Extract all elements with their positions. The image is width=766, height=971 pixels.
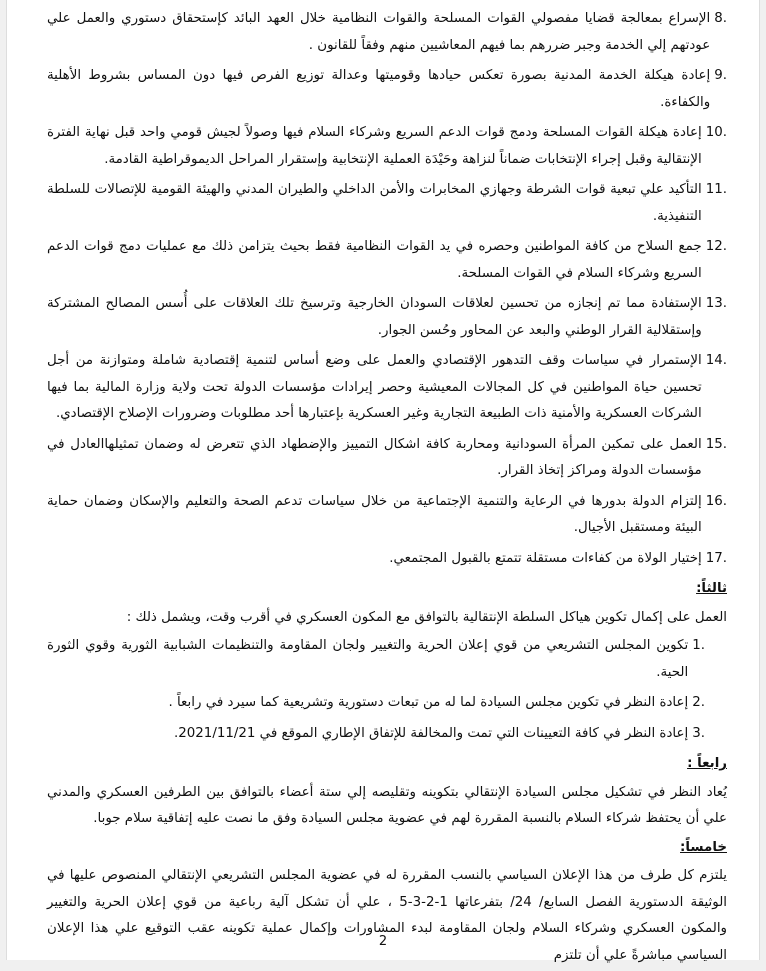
list-item: [47, 721, 705, 748]
list-item: [47, 234, 727, 287]
list-item: [47, 690, 705, 717]
list-item: [47, 177, 727, 230]
item-text: التأكيد علي تبعية قوات الشرطة وجهازي المخابرات والأمن الداخلي والطيران المدني والهيئة القومية للإتصالات للسلطة التنفيذية.: [47, 182, 702, 224]
list-item: [47, 546, 727, 573]
section-fourth-text: يُعاد النظر في تشكيل مجلس السيادة الإنتقالي بتكوينه وتقليصه إلي ستة أعضاء بالتوافق بين الطرفين العسكري والمدني علي أن يحتفظ شركاء السلام بالنسبة المقررة لهم في عضوية مجلس السيادة وفق ما نصت عليه إتفاقية سلام جوبا.: [47, 784, 727, 826]
list-item: [47, 120, 727, 173]
section-heading-third: ثالثاً:: [696, 581, 727, 596]
numbered-list: [47, 6, 727, 572]
section-third-intro: العمل على إكمال تكوين هياكل السلطة الإنتقالية بالتوافق مع المكون العسكري في أقرب وقت، ويشمل ذلك :: [126, 609, 727, 625]
item-text: إعادة هيكلة الخدمة المدنية بصورة تعكس حيادها وقوميتها وعدالة توزيع الفرص فيها دون المساس بشروط الأهلية والكفاءة.: [47, 68, 711, 110]
item-number: 11.: [705, 182, 727, 197]
item-number: 12.: [705, 239, 727, 254]
item-number: 2.: [692, 695, 705, 710]
item-number: 3.: [692, 725, 705, 741]
item-number: 13.: [705, 296, 727, 311]
list-item: [47, 6, 727, 59]
item-text: إعادة النظر في تكوين مجلس السيادة لما له من تبعات دستورية وتشريعية كما سيرد في رابعاً .: [168, 695, 689, 710]
item-text: تكوين المجلس التشريعي من قوي إعلان الحرية والتغيير ولجان المقاومة والتنظيمات الشبابية الثورية وقوي الثورة الحية.: [47, 638, 689, 680]
section-heading-fourth: رابعاً :: [687, 756, 727, 771]
item-text: إعادة النظر في كافة التعيينات التي تمت والمخالفة للإتفاق الإطاري الموقع في 2021/11/21.: [173, 725, 689, 741]
page-number: 2: [378, 934, 388, 949]
item-number: 15.: [705, 436, 727, 452]
item-text: العمل على تمكين المرأة السودانية ومحاربة كافة اشكال التمييز والإضطهاد الذي تتعرض له وضمان تمثيلهاالعادل في مؤسسات الدولة ومراكز إتخاذ القرار.: [47, 436, 702, 478]
section-fifth-text: يلتزم كل طرف من هذا الإعلان السياسي بالنسب المقررة له في عضوية المجلس التشريعي الإنتقالي المنصوص عليها في الوثيقة الدستورية الفصل السابع/ 24/ بتفرعاتها 1-2-3-5 ، علي أن تشكل آلية رباعية من قوي إعلان الحرية والتغيير والمكون العسكري وشركاء السلام ولجان المقاومة لبدء المشاورات وإكمال عملية تكوينه عقب التوقيع علي هذا الإعلان السياسي مباشرةً علي أن تلتزم: [47, 868, 727, 963]
item-number: 9.: [714, 68, 727, 83]
item-text: إختيار الولاة من كفاءات مستقلة تتمتع بالقبول المجتمعي.: [389, 550, 702, 566]
list-item: [47, 348, 727, 428]
list-item: [47, 291, 727, 344]
section-heading-fifth: خامساً:: [680, 839, 727, 855]
item-number: 10.: [705, 125, 727, 140]
list-item: [47, 489, 727, 542]
item-number: 8.: [714, 11, 727, 26]
item-number: 16.: [705, 493, 727, 509]
document-page: [6, 0, 760, 963]
list-item: [47, 63, 727, 116]
item-text: إلتزام الدولة بدورها في الرعاية والتنمية الإجتماعية من خلال سياسات تدعم الصحة والتعليم والإسكان وضمان حماية البيئة ومستقبل الأجيال.: [47, 493, 702, 535]
section-third-list: [47, 633, 727, 747]
item-number: 17.: [705, 550, 727, 566]
item-text: جمع السلاح من كافة المواطنين وحصره في يد القوات النظامية فقط بحيث يتزامن ذلك مع عمليات دمج قوات الدعم السريع وشركاء السلام في القوات المسلحة.: [47, 239, 702, 281]
item-text: إعادة هيكلة القوات المسلحة ودمج قوات الدعم السريع وشركاء السلام فيها وصولاً لجيش قومي واحد قبل نهاية الفترة الإنتقالية وقبل إجراء الإنتخابات ضماناً لنزاهة وحَيْدَة العملية الإنتخابية وإستقرار المراحل الديموقراطية القادمة.: [47, 125, 702, 167]
page-content: [47, 6, 727, 971]
item-text: الإستفادة مما تم إنجازه من تحسين لعلاقات السودان الخارجية وترسيخ تلك العلاقات على أُسس المصالح المشتركة وإستقلالية القرار الوطني والبعد عن المحاور وحُسن الجوار.: [47, 296, 702, 338]
item-text: الإستمرار في سياسات وقف التدهور الإقتصادي والعمل على وضع أساس لتنمية إقتصادية شاملة ومتوازنة من أجل تحسين حياة المواطنين في كل المجالات المعيشية وحصر إيرادات مؤسسات الدولة تحت ولاية وزارة المالية بما فيها الشركات العسكرية والأمنية ذات الطبيعة التجارية وغير العسكرية بإعتبارها أحد مطلوبات وضرورات الإصلاح الإقتصادي.: [47, 353, 702, 421]
list-item: [47, 432, 727, 485]
item-number: 14.: [705, 353, 727, 368]
item-number: 1.: [692, 638, 705, 653]
item-text: الإسراع بمعالجة قضايا مفصولي القوات المسلحة والقوات النظامية خلال العهد البائد كإستحقاق دستوري والعمل علي عودتهم إلي الخدمة وجبر ضررهم بما فيهم المعاشيين منهم وفقاً للقانون .: [47, 11, 711, 53]
list-item: [47, 633, 705, 686]
